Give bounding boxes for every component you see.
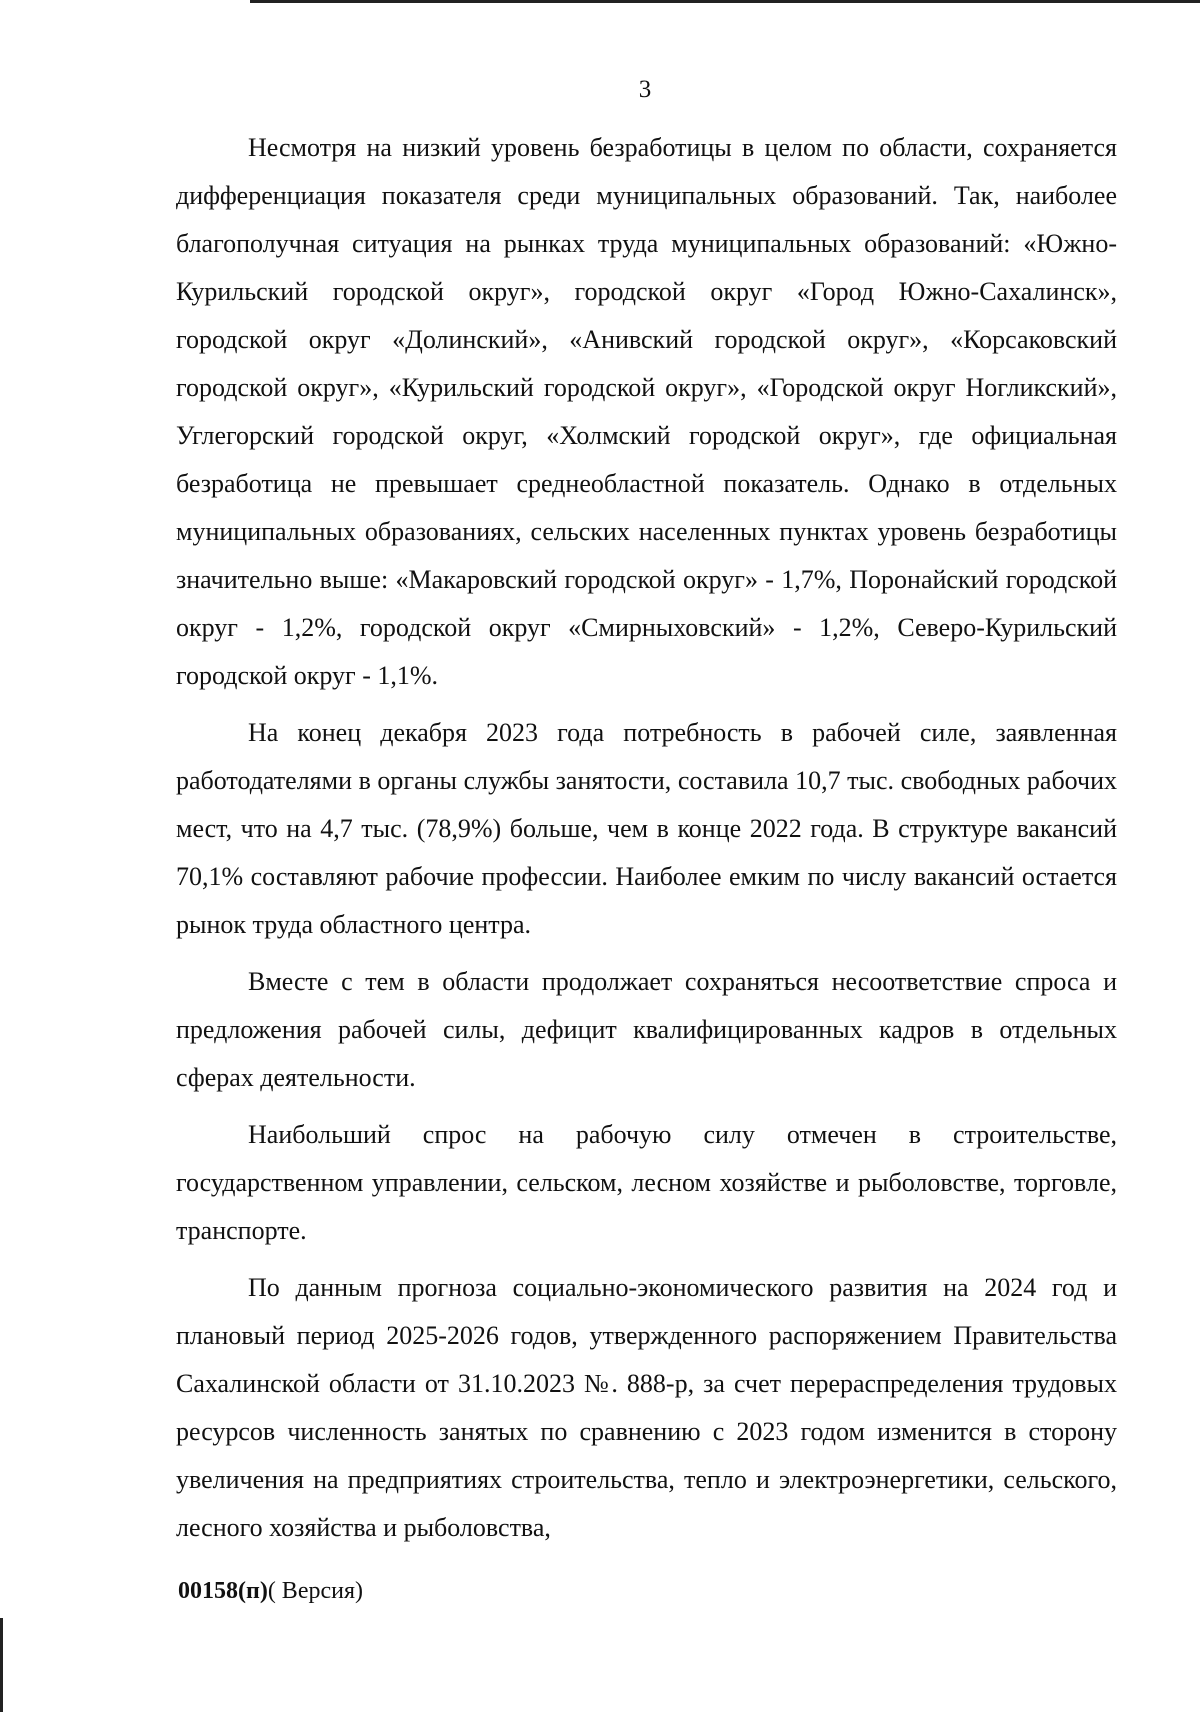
page-number: 3 bbox=[638, 76, 652, 103]
paragraph-supply-mismatch: Вместе с тем в области продолжает сохраняться несоответствие спроса и предложения рабочей силы, дефицит квалифицированных кадров в отдельных сферах деятельности. bbox=[176, 967, 1117, 1092]
document-body bbox=[176, 124, 1117, 1552]
paragraph-forecast: По данным прогноза социально-экономического развития на 2024 год и плановый период 2025-2026 годов, утвержденного распоряжением Правительства Сахалинской области от 31.10.2023 №. 888-р, за счет перераспределения трудовых ресурсов численность занятых по сравнению с 2023 годом изменится в сторону увеличения на предприятиях строительства, тепло и электроэнергетики, сельского, лесного хозяйства и рыболовства, bbox=[176, 1273, 1117, 1542]
top-border-line bbox=[250, 0, 1200, 3]
document-footer bbox=[178, 1578, 363, 1605]
document-version-label: ( Версия) bbox=[267, 1578, 363, 1604]
document-code: 00158(п) bbox=[178, 1578, 268, 1604]
paragraph-labor-demand: На конец декабря 2023 года потребность в рабочей силе, заявленная работодателями в органы службы занятости, составила 10,7 тыс. свободных рабочих мест, что на 4,7 тыс. (78,9%) больше, чем в конце 2022 года. В структуре вакансий 70,1% составляют рабочие профессии. Наиболее емким по числу вакансий остается рынок труда областного центра. bbox=[176, 718, 1117, 939]
paragraph-highest-demand-sectors: Наибольший спрос на рабочую силу отмечен в строительстве, государственном управлении, сельском, лесном хозяйстве и рыболовстве, торговле, транспорте. bbox=[176, 1120, 1117, 1245]
paragraph-unemployment-differentiation: Несмотря на низкий уровень безработицы в целом по области, сохраняется дифференциация показателя среди муниципальных образований. Так, наиболее благополучная ситуация на рынках труда муниципальных образований: «Южно-Курильский городской округ», городской округ «Город Южно-Сахалинск», городской округ «Долинский», «Анивский городской округ», «Корсаковский городской округ», «Курильский городской округ», «Городской округ Ногликский», Углегорский городской округ, «Холмский городской округ», где официальная безработица не превышает среднеобластной показатель. Однако в отдельных муниципальных образованиях, сельских населенных пунктах уровень безработицы значительно выше: «Макаровский городской округ» - 1,7%, Поронайский городской округ - 1,2%, городской округ «Смирныховский» - 1,2%, Северо-Курильский городской округ - 1,1%. bbox=[176, 133, 1117, 690]
scan-edge-mark bbox=[0, 1618, 3, 1712]
